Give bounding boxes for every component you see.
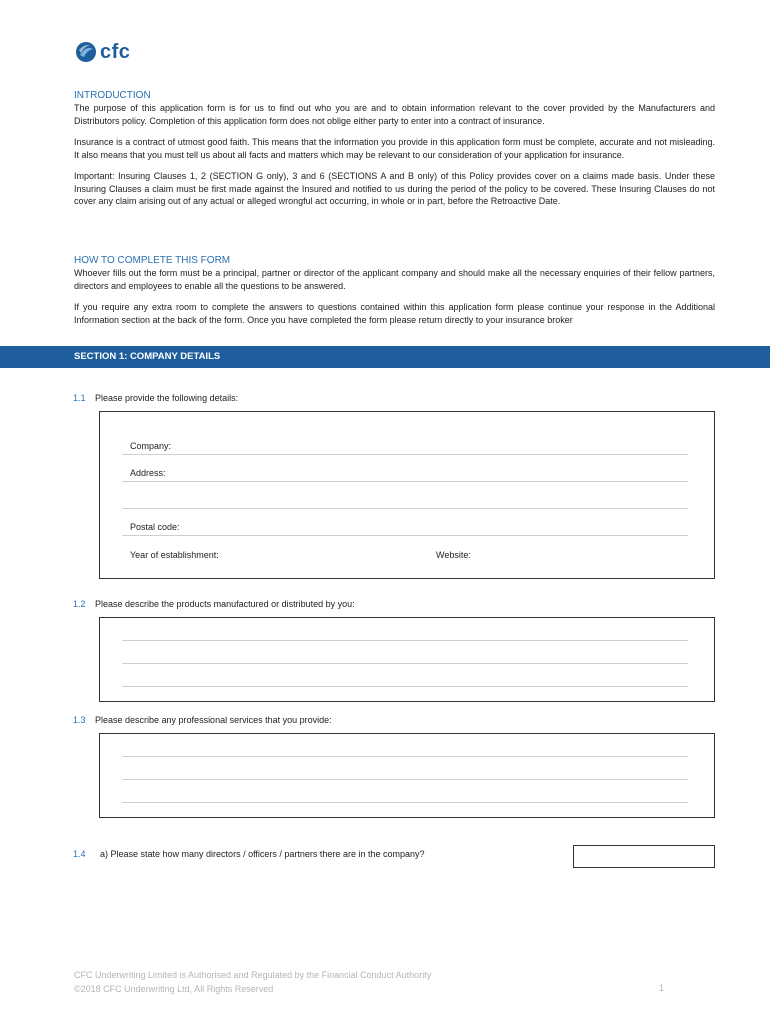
question-1-4: [73, 848, 425, 861]
question-number: 1.1: [73, 393, 86, 403]
question-number: 1.4: [73, 849, 86, 859]
address-input-line-1[interactable]: [122, 481, 688, 482]
answer-line: [122, 756, 688, 757]
question-1-2: [73, 598, 355, 611]
address-input-line-2[interactable]: [122, 508, 688, 509]
directors-count-input[interactable]: [573, 845, 715, 868]
address-field-label: Address:: [130, 468, 166, 478]
question-number: 1.3: [73, 715, 86, 725]
introduction-section: [74, 90, 715, 208]
services-answer-box[interactable]: [99, 733, 715, 818]
introduction-paragraph-2: Insurance is a contract of utmost good faith. This means that the information you provide in this application form must be complete, accurate and not misleading. It also means that you must tell us about all facts and matters which may be relevant to our consideration of your application for insurance.: [74, 137, 715, 160]
question-number: 1.2: [73, 599, 86, 609]
cfc-logo: [75, 40, 130, 64]
how-to-paragraph-1: Whoever fills out the form must be a principal, partner or director of the applicant company and should make all the necessary enquiries of their fellow partners, directors and employees to enable all the questions to be answered.: [74, 268, 715, 291]
section-1-header: [0, 346, 770, 368]
answer-line: [122, 663, 688, 664]
postal-code-input[interactable]: [122, 535, 688, 536]
question-text: Please provide the following details:: [95, 393, 239, 403]
footer-regulation-text: CFC Underwriting Limited is Authorised and Regulated by the Financial Conduct Authority: [74, 970, 432, 980]
footer: [74, 968, 431, 996]
how-to-section: [74, 255, 715, 326]
how-to-heading: HOW TO COMPLETE THIS FORM: [74, 255, 231, 266]
introduction-paragraph-1: The purpose of this application form is for us to find out who you are and to obtain information relevant to the cover provided by the Manufacturers and Distributors policy. Completion of this application form does not oblige either party to enter into a contract of insurance.: [74, 103, 715, 126]
introduction-paragraph-3: Important: Insuring Clauses 1, 2 (SECTION G only), 3 and 6 (SECTIONS A and B only) of this Policy provides cover on a claims made basis. Under these Insuring Clauses a claim must be first made against the Insured and notified to us during the period of the policy to be covered. These Insuring Clauses do not cover any claim arising out of any actual or alleged wrongful act occurring, in whole or in part, before the Retroactive Date.: [74, 171, 715, 206]
company-details-box: [99, 411, 715, 579]
answer-line: [122, 686, 688, 687]
postal-code-field-label: Postal code:: [130, 522, 180, 532]
answer-line: [122, 802, 688, 803]
question-text: a) Please state how many directors / officers / partners there are in the company?: [100, 849, 425, 859]
logo-text: cfc: [100, 41, 131, 63]
question-text: Please describe the products manufactured or distributed by you:: [95, 599, 355, 609]
company-input[interactable]: [122, 454, 688, 455]
introduction-heading: INTRODUCTION: [74, 90, 151, 101]
cfc-logo-mark-icon: [75, 41, 97, 63]
section-1-title: SECTION 1: COMPANY DETAILS: [74, 350, 221, 362]
footer-copyright-text: ©2018 CFC Underwriting Ltd, All Rights Reserved: [74, 984, 274, 994]
question-1-1: [73, 392, 238, 405]
question-1-3: [73, 714, 332, 727]
website-field-label: Website:: [436, 550, 471, 560]
question-text: Please describe any professional services that you provide:: [95, 715, 332, 725]
answer-line: [122, 779, 688, 780]
year-field-label: Year of establishment:: [130, 550, 219, 560]
how-to-paragraph-2: If you require any extra room to complete the answers to questions contained within this application form please continue your response in the Additional Information section at the back of the form. Once you have completed the form please return directly to your insurance broker: [74, 302, 715, 325]
products-answer-box[interactable]: [99, 617, 715, 702]
answer-line: [122, 640, 688, 641]
page-number: 1: [659, 983, 665, 993]
company-field-label: Company:: [130, 441, 172, 451]
